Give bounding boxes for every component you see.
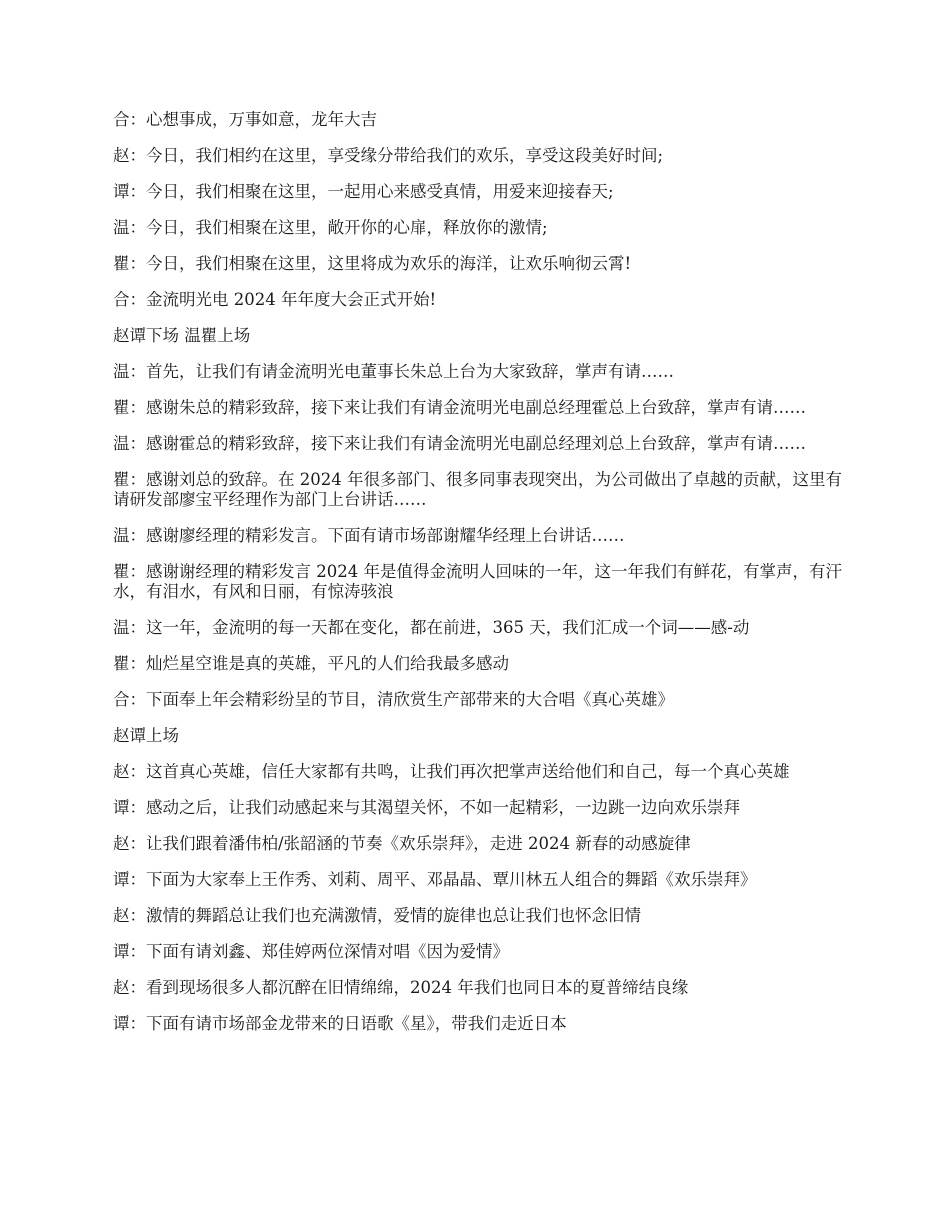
paragraph: 赵：这首真心英雄，信任大家都有共鸣，让我们再次把掌声送给他们和自己，每一个真心英雄 xyxy=(113,762,790,781)
paragraph: 瞿：感谢谢经理的精彩发言 2024 年是值得金流明人回味的一年，这一年我们有鲜花，有掌声，有汗水，有泪水，有风和日丽，有惊涛骇浪 xyxy=(113,562,842,601)
stage-direction: 赵谭上场 xyxy=(113,726,179,745)
paragraph: 谭：今日，我们相聚在这里，一起用心来感受真情，用爱来迎接春天; xyxy=(113,182,614,201)
paragraph: 合：心想事成，万事如意，龙年大吉 xyxy=(113,110,377,129)
paragraph: 温：今日，我们相聚在这里，敞开你的心扉，释放你的激情; xyxy=(113,218,548,237)
stage-direction: 赵谭下场 温瞿上场 xyxy=(113,326,251,345)
paragraph: 温：感谢廖经理的精彩发言。下面有请市场部谢耀华经理上台讲话…… xyxy=(113,526,625,545)
paragraph: 赵：让我们跟着潘伟柏/张韶涵的节奏《欢乐崇拜》，走进 2024 新春的动感旋律 xyxy=(113,834,691,853)
paragraph: 谭：下面有请市场部金龙带来的日语歌《星》，带我们走近日本 xyxy=(113,1014,567,1033)
paragraph: 赵：激情的舞蹈总让我们也充满激情，爱情的旋律也总让我们也怀念旧情 xyxy=(113,906,641,925)
paragraph: 谭：感动之后，让我们动感起来与其渴望关怀，不如一起精彩，一边跳一边向欢乐崇拜 xyxy=(113,798,740,817)
paragraph: 赵：看到现场很多人都沉醉在旧情绵绵，2024 年我们也同日本的夏普缔结良缘 xyxy=(113,978,689,997)
paragraph: 谭：下面为大家奉上王作秀、刘莉、周平、邓晶晶、覃川林五人组合的舞蹈《欢乐崇拜》 xyxy=(113,870,757,889)
paragraph: 温：这一年，金流明的每一天都在变化，都在前进，365 天，我们汇成一个词——感-动 xyxy=(113,618,750,637)
paragraph: 温：首先，让我们有请金流明光电董事长朱总上台为大家致辞，掌声有请…… xyxy=(113,362,674,381)
paragraph: 合：下面奉上年会精彩纷呈的节目，清欣赏生产部带来的大合唱《真心英雄》 xyxy=(113,690,674,709)
paragraph: 瞿：灿烂星空谁是真的英雄，平凡的人们给我最多感动 xyxy=(113,654,509,673)
document-body xyxy=(113,110,843,1050)
paragraph: 谭：下面有请刘鑫、郑佳婷两位深情对唱《因为爱情》 xyxy=(113,942,509,961)
paragraph: 瞿：今日，我们相聚在这里，这里将成为欢乐的海洋，让欢乐响彻云霄! xyxy=(113,254,632,273)
paragraph: 瞿：感谢朱总的精彩致辞，接下来让我们有请金流明光电副总经理霍总上台致辞，掌声有请…… xyxy=(113,398,806,417)
paragraph: 瞿：感谢刘总的致辞。在 2024 年很多部门、很多同事表现突出，为公司做出了卓越的贡献，这里有请研发部廖宝平经理作为部门上台讲话…… xyxy=(113,470,842,509)
paragraph: 温：感谢霍总的精彩致辞，接下来让我们有请金流明光电副总经理刘总上台致辞，掌声有请…… xyxy=(113,434,806,453)
paragraph: 赵：今日，我们相约在这里，享受缘分带给我们的欢乐，享受这段美好时间; xyxy=(113,146,664,165)
paragraph: 合：金流明光电 2024 年年度大会正式开始! xyxy=(113,290,437,309)
